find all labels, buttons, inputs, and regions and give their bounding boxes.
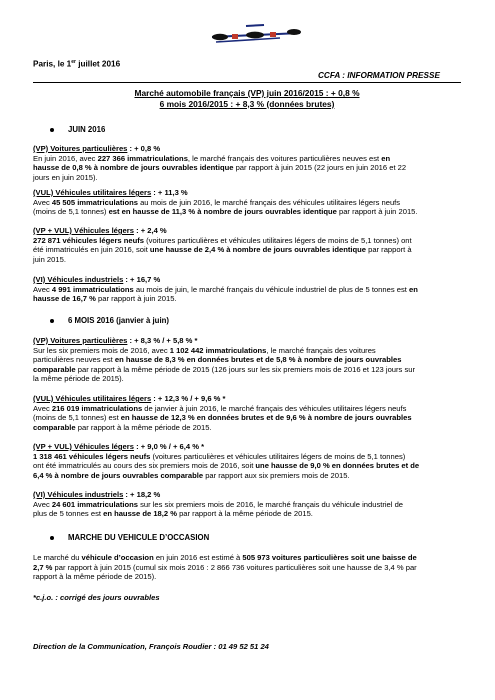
june-vi-block: (VI) Véhicules industriels : + 16,7 % Avec 4 991 immatriculations au mois de juin, le marché français du véhicule industriel de plus de 5 tonnes est en hausse de 16,7 % par rapport à juin 2015. bbox=[33, 275, 418, 303]
date-line: Paris, le 1er juillet 2016 bbox=[33, 59, 121, 69]
footnote: *c.j.o. : corrigé des jours ouvrables bbox=[33, 593, 160, 602]
page-title: Marché automobile français (VP) juin 2016/2015 : + 0,8 % 6 mois 2016/2015 : + 8,3 % (données brutes) bbox=[134, 88, 360, 109]
press-label: CCFA : INFORMATION PRESSE bbox=[318, 71, 440, 80]
bullet-icon bbox=[50, 536, 54, 540]
june-vp-block: (VP) Voitures particulières : + 0,8 % En juin 2016, avec 227 366 immatriculations, le marché français des voitures particulières neuves est en hausse de 0,8 % à nombre de jours ouvrables identique par rapport à juin 2015 (22 jours en juin 2016 et 22 jours en juin 2015). bbox=[33, 144, 407, 182]
used-block: Le marché du véhicule d’occasion en juin 2016 est estimé à 505 973 voitures particulières soit une baisse de 2,7 % par rapport à juin 2015 (cumul six mois 2016 : 2 866 736 voitures particulières soit une hausse de 3,4 % par rapport à la même période de 2015). bbox=[33, 553, 417, 581]
six-vp-block: (VP) Voitures particulières : + 8,3 % / + 5,8 % * Sur les six premiers mois de 2016, avec 1 102 442 immatriculations, le marché français des voitures particulières neuves est en hausse de 8,3 % en données brutes et de 5,8 % à nombre de jours ouvrables comparable par rapport à la même période de 2015 (126 jours sur les six premiers mois de 2016 et 123 jours sur la même période de 2015). bbox=[33, 336, 416, 383]
section-used-heading: MARCHE DU VEHICULE D’OCCASION bbox=[50, 533, 209, 542]
bullet-icon bbox=[50, 128, 54, 132]
section-june-heading: JUIN 2016 bbox=[50, 125, 105, 134]
ccfa-logo bbox=[208, 22, 304, 50]
bullet-icon bbox=[50, 319, 54, 323]
six-vi-block: (VI) Véhicules industriels : + 18,2 % Avec 24 601 immatriculations sur les six premiers mois de 2016, le marché français du véhicule industriel de plus de 5 tonnes est en hausse de 18,2 % par rapport à la même période de 2015. bbox=[33, 490, 404, 518]
footer-contact: Direction de la Communication, François Roudier : 01 49 52 51 24 bbox=[33, 642, 269, 651]
section-six-months-heading: 6 MOIS 2016 (janvier à juin) bbox=[50, 316, 169, 325]
june-vul-block: (VUL) Véhicules utilitaires légers : + 11,3 % Avec 45 505 immatriculations au mois de juin 2016, le marché français des véhicules utilitaires légers neufs (moins de 5,1 tonnes) est en hausse de 11,3 % à nombre de jours ouvrables identique par rapport à juin 2015. bbox=[33, 188, 418, 216]
six-vul-block: (VUL) Véhicules utilitaires légers : + 12,3 % / + 9,6 % * Avec 216 019 immatriculations de janvier à juin 2016, le marché français des véhicules utilitaires légers neufs (moins de 5,1 tonnes) est en hausse de 12,3 % en données brutes et de 9,6 % à nombre de jours ouvrables comparable par rapport à la même période de 2015. bbox=[33, 394, 412, 432]
june-vpvul-block: (VP + VUL) Véhicules légers : + 2,4 % 272 871 véhicules légers neufs (voitures particulières et véhicules utilitaires légers de moins de 5,1 tonnes) ont été immatriculés en juin 2016, soit une hausse de 2,4 % à nombre de jours ouvrables identique par rapport à juin 2015. bbox=[33, 226, 412, 264]
header-rule bbox=[33, 82, 461, 83]
six-vpvul-block: (VP + VUL) Véhicules légers : + 9,0 % / + 6,4 % * 1 318 461 véhicules légers neufs (voitures particulières et véhicules utilitaires légers de moins de 5,1 tonnes) ont été immatriculés au cours des six premiers mois de 2016, soit une hausse de 9,0 % en données brutes et de 6,4 % à nombre de jours ouvrables comparable par rapport aux six premiers mois de 2015. bbox=[33, 442, 420, 480]
